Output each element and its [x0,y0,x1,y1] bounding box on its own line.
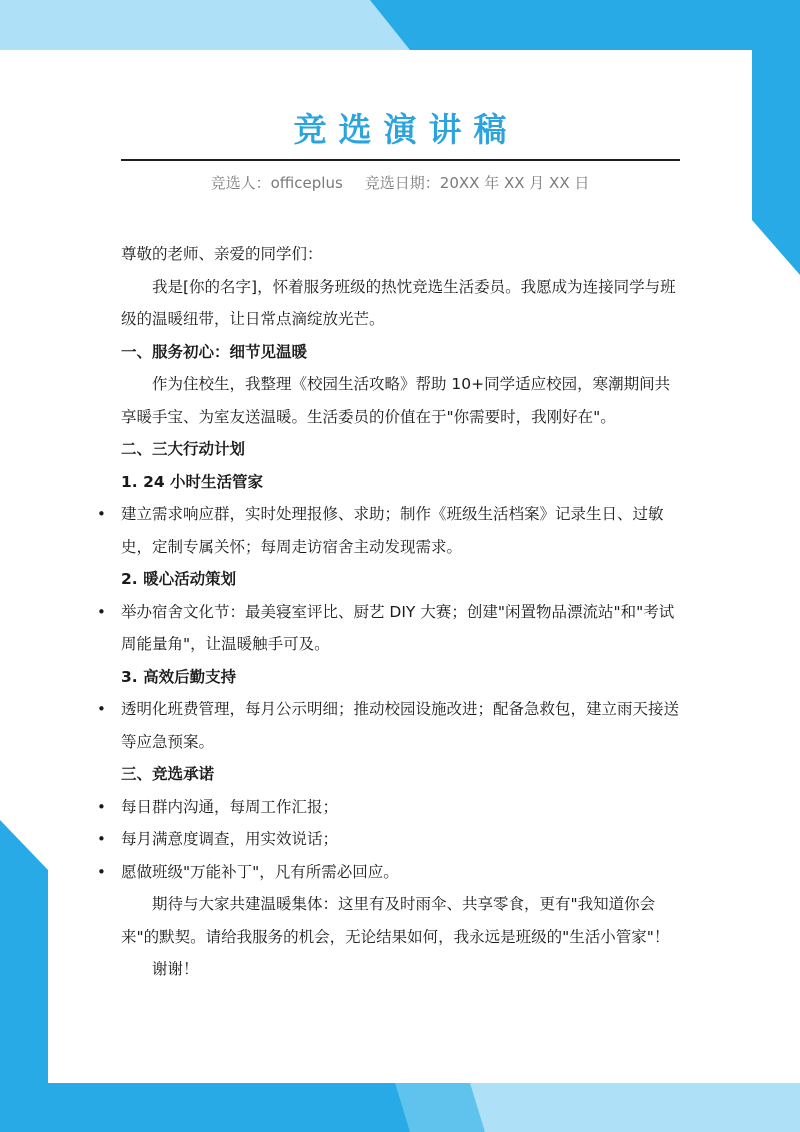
section-heading-2: 二、三大行动计划 [121,440,246,458]
plan-1-bullet: • 建立需求响应群，实时处理报修、求助；制作《班级生活档案》记录生日、过敏史，定制专属关怀；每周走访宿舍主动发现需求。 [121,498,681,563]
plan-heading-3: 3. 高效后勤支持 [121,667,237,686]
document-title: 竞选演讲稿 [293,110,519,149]
promise-item-2: • 每月满意度调查，用实效说话； [121,823,681,856]
title-divider [121,159,680,161]
plan-heading-1: 1. 24 小时生活管家 [121,472,264,491]
plan-3-bullet: • 透明化班费管理，每月公示明细；推动校园设施改进；配备急救包，建立雨天接送等应急预案。 [121,693,681,758]
section-1-paragraph: 作为住校生，我整理《校园生活攻略》帮助 10+同学适应校园，寒潮期间共享暖手宝、为室友送温暖。生活委员的价值在于"你需要时，我刚好在"。 [121,375,671,426]
closing-paragraph: 期待与大家共建温暖集体：这里有及时雨伞、共享零食，更有"我知道你会来"的默契。请给我服务的机会，无论结果如何，我永远是班级的"生活小管家"！ [121,895,670,946]
greeting: 尊敬的老师、亲爱的同学们： [121,245,323,263]
speech-body [121,238,681,986]
section-heading-3: 三、竞选承诺 [121,765,215,783]
plan-heading-2: 2. 暖心活动策划 [121,570,237,588]
section-heading-1: 一、服务初心：细节见温暖 [121,342,308,361]
plan-2-bullet: • 举办宿舍文化节：最美寝室评比、厨艺 DIY 大赛；创建"闲置物品漂流站"和"考试周能量角"，让温暖触手可及。 [121,596,681,661]
thanks-line: 谢谢！ [152,960,199,978]
election-date: 竞选日期：20XX 年 XX 月 XX 日 [364,174,590,192]
promise-item-1: • 每日群内沟通，每周工作汇报； [121,791,681,824]
candidate-name: 竞选人：officeplus [210,174,343,192]
document-meta [0,172,800,194]
intro-paragraph: 我是[你的名字]，怀着服务班级的热忱竞选生活委员。我愿成为连接同学与班级的温暖纽带，让日常点滴绽放光芒。 [121,277,676,328]
promise-item-3: • 愿做班级"万能补丁"，凡有所需必回应。 [121,856,681,889]
